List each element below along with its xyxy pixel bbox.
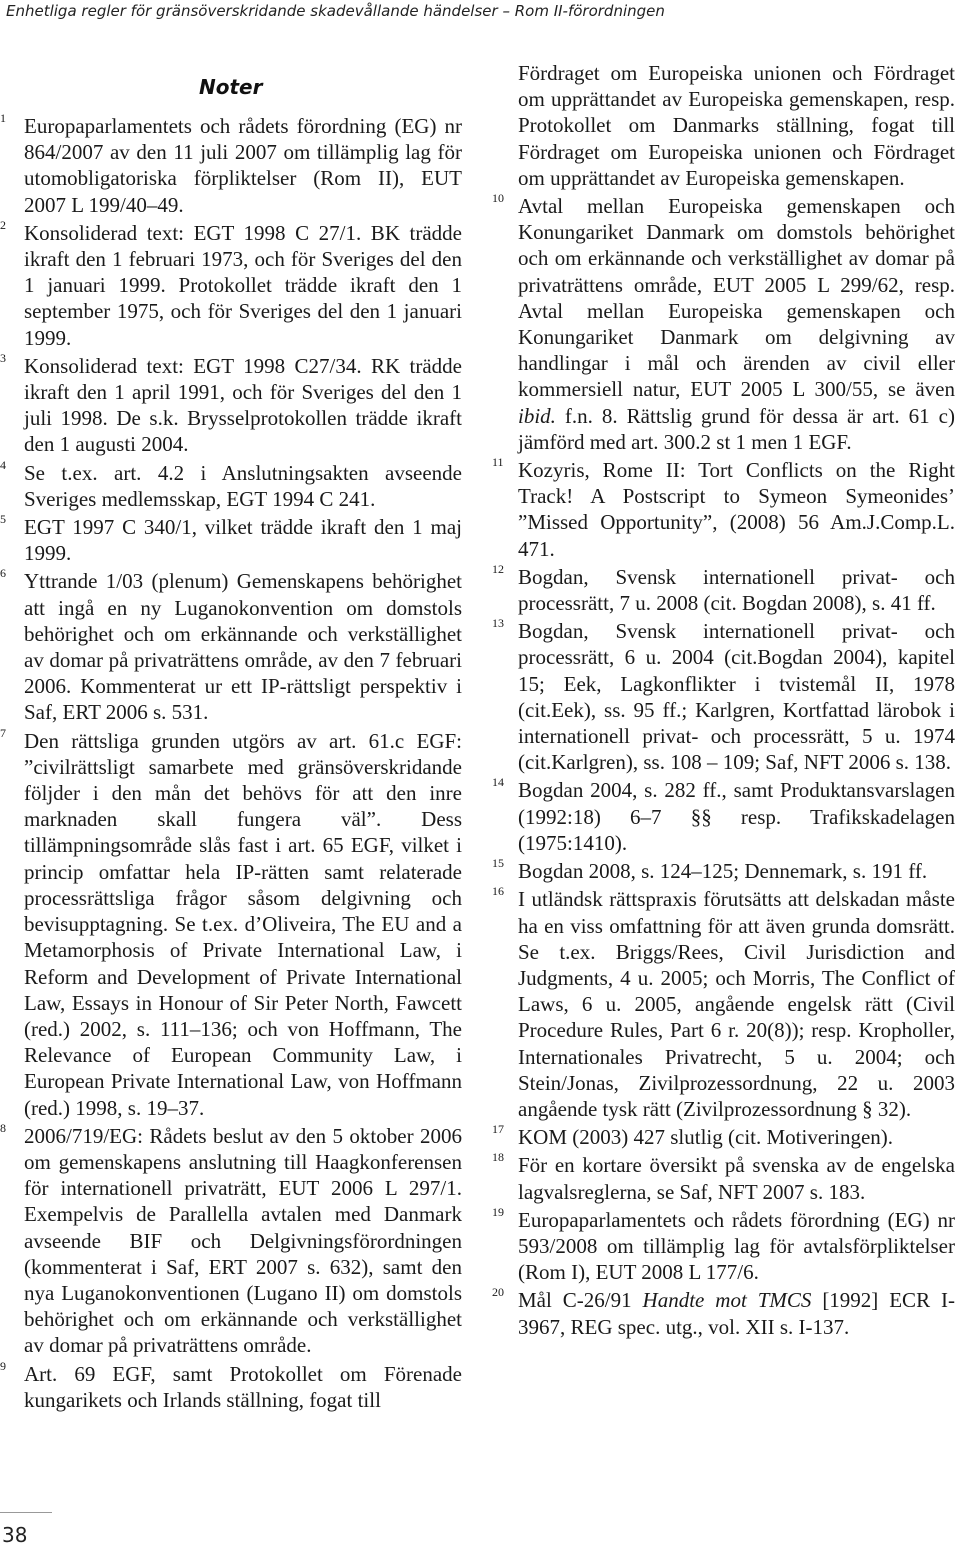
footnote-text: I utländsk rättspraxis förutsätts att delskadan måste ha en viss omfattning för att även grunda domsrätt. Se t.ex. Briggs/Rees, Civil Jurisdiction and Judgments, 4 u. 2005; och Morris, The Conflict of Laws, 6 u. 2005, angående engelsk rätt (Civil Procedure Rules, Part 6 r. 20(8)); resp. Kropholler, Internationales Privatrecht, 5 u. 2004; och Stein/Jonas, Zivilprozessordnung, 22 u. 2003 angående tysk rätt (Zivilprozessordnung § 32).	[518, 887, 955, 1121]
footnote-text: Kozyris, Rome II: Tort Conflicts on the Right Track! A Postscript to Symeon Symeonides’ ”Missed Opportunity”, (2008) 56 Am.J.Comp.L. 471.	[518, 458, 955, 561]
footnote-11	[492, 457, 955, 562]
notes-heading: Noter	[199, 75, 263, 99]
footnote-20	[492, 1287, 955, 1339]
footnote-text: Bogdan 2004, s. 282 ff., samt Produktansvarslagen (1992:18) 6–7 §§ resp. Trafikskadelagen (1975:1410).	[518, 778, 955, 855]
footnote-number: 19	[492, 1204, 504, 1219]
footnote-number: 2	[0, 217, 6, 232]
footnote-number: 3	[0, 350, 6, 365]
footnote-text: EGT 1997 C 340/1, vilket trädde ikraft den 1 maj 1999.	[24, 515, 462, 566]
notes-list-left	[0, 113, 462, 1415]
footnote-1	[0, 113, 462, 218]
footnote-number: 9	[0, 1358, 6, 1373]
footnote-text: För en kortare översikt på svenska av de engelska lagvalsreglerna, se Saf, NFT 2007 s. 183.	[518, 1153, 955, 1204]
footnote-text: Konsoliderad text: EGT 1998 C27/34. RK trädde ikraft den 1 april 1991, och för Sveriges del den 1 juli 1998. De s.k. Brysselprotokollen trädde ikraft den 1 augusti 2004.	[24, 353, 462, 457]
footnote-number: 6	[0, 566, 6, 581]
footnote-text: Art. 69 EGF, samt Protokollet om Förenade kungarikets och Irlands ställning, fogat till	[24, 1361, 462, 1412]
footnote-number: 20	[492, 1285, 504, 1300]
footnote-number: 12	[492, 561, 504, 576]
footnote-italic: ibid.	[518, 403, 556, 428]
footnote-text: 2006/719/EG: Rådets beslut av den 5 oktober 2006 om gemenskapens anslutning till Haagkonferensen för internationell privaträtt, EUT 2006 L 297/1. Exempelvis de Parallella avtalen med Danmark avseende BIF och Delgivningsförordningen (kommenterat i Saf, ERT 2007 s. 632), samt den nya Luganokonventionen (Lugano II) om domstols behörighet och om erkännande och verkställighet av domar på privaträttens område.	[24, 1123, 462, 1358]
footnote-4	[0, 457, 462, 512]
footnote-tail: [1992] ECR I-3967, REG spec. utg., vol. XII s. I-137.	[518, 1288, 955, 1339]
footnote-number: 15	[492, 856, 504, 871]
right-column	[492, 60, 955, 1342]
footer-divider	[0, 1512, 52, 1513]
footnote-number: 1	[0, 111, 6, 125]
footnote-16	[492, 886, 955, 1122]
footnote-6	[0, 568, 462, 725]
footnote-15	[492, 858, 955, 884]
footnote-number: 16	[492, 884, 504, 899]
footnote-9	[0, 1358, 462, 1413]
footnote-12	[492, 561, 955, 616]
footnote-number: 8	[0, 1120, 6, 1135]
footnote-8	[0, 1120, 462, 1359]
footnote-3	[0, 350, 462, 458]
footnote-text: Bogdan, Svensk internationell privat- och processrätt, 6 u. 2004 (cit.Bogdan 2004), kapitel 15; Eek, Lagkonflikter i tvistemål II, 1978 (cit.Eek), ss. 95 ff.; Karlgren, Kortfattad lärobok i internationell privat- och processrätt, 5 u. 1974 (cit.Karlgren), ss. 108 – 109; Saf, NFT 2006 s. 138.	[518, 619, 955, 775]
footnote-5	[0, 514, 462, 566]
footnote-18	[492, 1152, 955, 1204]
footnote-number: 13	[492, 616, 504, 631]
page-number: 38	[2, 1523, 28, 1547]
footnote-number: 7	[0, 725, 6, 740]
footnote-text: Bogdan 2008, s. 124–125; Dennemark, s. 191 ff.	[518, 859, 928, 884]
footnote-text: Se t.ex. art. 4.2 i Anslutningsakten avseende Sveriges medlemsskap, EGT 1994 C 241.	[24, 460, 462, 511]
footnote-13	[492, 618, 955, 775]
footnote-14	[492, 777, 955, 856]
footnote-9-continuation: Fördraget om Europeiska unionen och Fördraget om upprättandet av Europeiska gemenskapen, resp. Protokollet om Danmarks ställning, fogat till Fördraget om Europeiska unionen och Fördraget om upprättandet av Europeiska gemenskapen.	[518, 61, 955, 190]
footnote-text: KOM (2003) 427 slutlig (cit. Motiveringen).	[518, 1125, 894, 1150]
footnote-2	[0, 217, 462, 351]
footnote-text: Avtal mellan Europeiska gemenskapen och Konungariket Danmark om domstols behörighet och om erkännande och verkställighet av domar på privaträttens område, EUT 2005 L 299/62, resp. Avtal mellan Europeiska gemenskapen och Konungariket Danmark om delgivning av handlingar i mål och ärenden av civil eller kommersiell natur, EUT 2005 L 300/55, se även	[518, 194, 955, 402]
footnote-7	[0, 725, 462, 1121]
footnote-17	[492, 1124, 955, 1150]
footnote-19	[492, 1204, 955, 1286]
footnote-text: Mål C-26/91	[518, 1288, 632, 1313]
footnote-number: 10	[492, 191, 504, 206]
footnote-italic: Handte mot TMCS	[642, 1288, 812, 1313]
footnote-10	[492, 193, 955, 455]
footnote-text: Europaparlamentets och rådets förordning (EG) nr 593/2008 om tillämplig lag för avtalsförpliktelser (Rom I), EUT 2008 L 177/6.	[518, 1207, 955, 1285]
footnote-number: 17	[492, 1122, 504, 1137]
footnote-text: Konsoliderad text: EGT 1998 C 27/1. BK trädde ikraft den 1 februari 1973, och för Sveriges del den 1 januari 1999. Protokollet trädde ikraft den 1 september 1975, och för Sveriges del den 1 januari 1999.	[24, 220, 462, 350]
footnote-text: Den rättsliga grunden utgörs av art. 61.c EGF: ”civilrättsligt samarbete med gränsöverskridande följder i den mån det behövs för att den inre marknaden skall fungera väl”. Dess tillämpningsområde slås fast i art. 65 EGF, vilket i princip omfattar hela IP-rätten samt relaterade processrättsliga frågor såsom delgivning och bevisupptagning. Se t.ex. d’Oliveira, The EU and a Metamorphosis of Private International Law, i Reform and Development of Private International Law, Essays in Honour of Sir Peter North, Fawcett (red.) 2002, s. 111–136; och von Hoffmann, The Relevance of European Community Law, i European Private International Law, von Hoffmann (red.) 1998, s. 19–37.	[24, 728, 462, 1120]
running-header: Enhetliga regler för gränsöverskridande skadevållande händelser – Rom II-förordningen	[6, 2, 665, 20]
footnote-text: Yttrande 1/03 (plenum) Gemenskapens behörighet att ingå en ny Luganokonvention om domstols behörighet och om erkännande och verkställighet av domar på privaträttens område, av den 7 februari 2006. Kommenterat ur ett IP-rättsligt perspektiv i Saf, ERT 2006 s. 531.	[24, 569, 462, 725]
footnote-text: Europaparlamentets och rådets förordning (EG) nr 864/2007 av den 11 juli 2007 om tillämplig lag för utomobligatoriska förpliktelser (Rom II), EUT 2007 L 199/40–49.	[24, 114, 462, 217]
footnote-number: 11	[492, 455, 504, 470]
footnote-number: 4	[0, 457, 6, 472]
footnote-tail: f.n. 8. Rättslig grund för dessa är art. 61 c) jämförd med art. 300.2 st 1 men 1 EGF.	[518, 403, 955, 454]
footnote-number: 18	[492, 1150, 504, 1165]
footnote-text: Bogdan, Svensk internationell privat- och processrätt, 7 u. 2008 (cit. Bogdan 2008), s. 41 ff.	[518, 564, 955, 616]
footnote-number: 14	[492, 775, 504, 790]
footnote-number: 5	[0, 512, 6, 527]
